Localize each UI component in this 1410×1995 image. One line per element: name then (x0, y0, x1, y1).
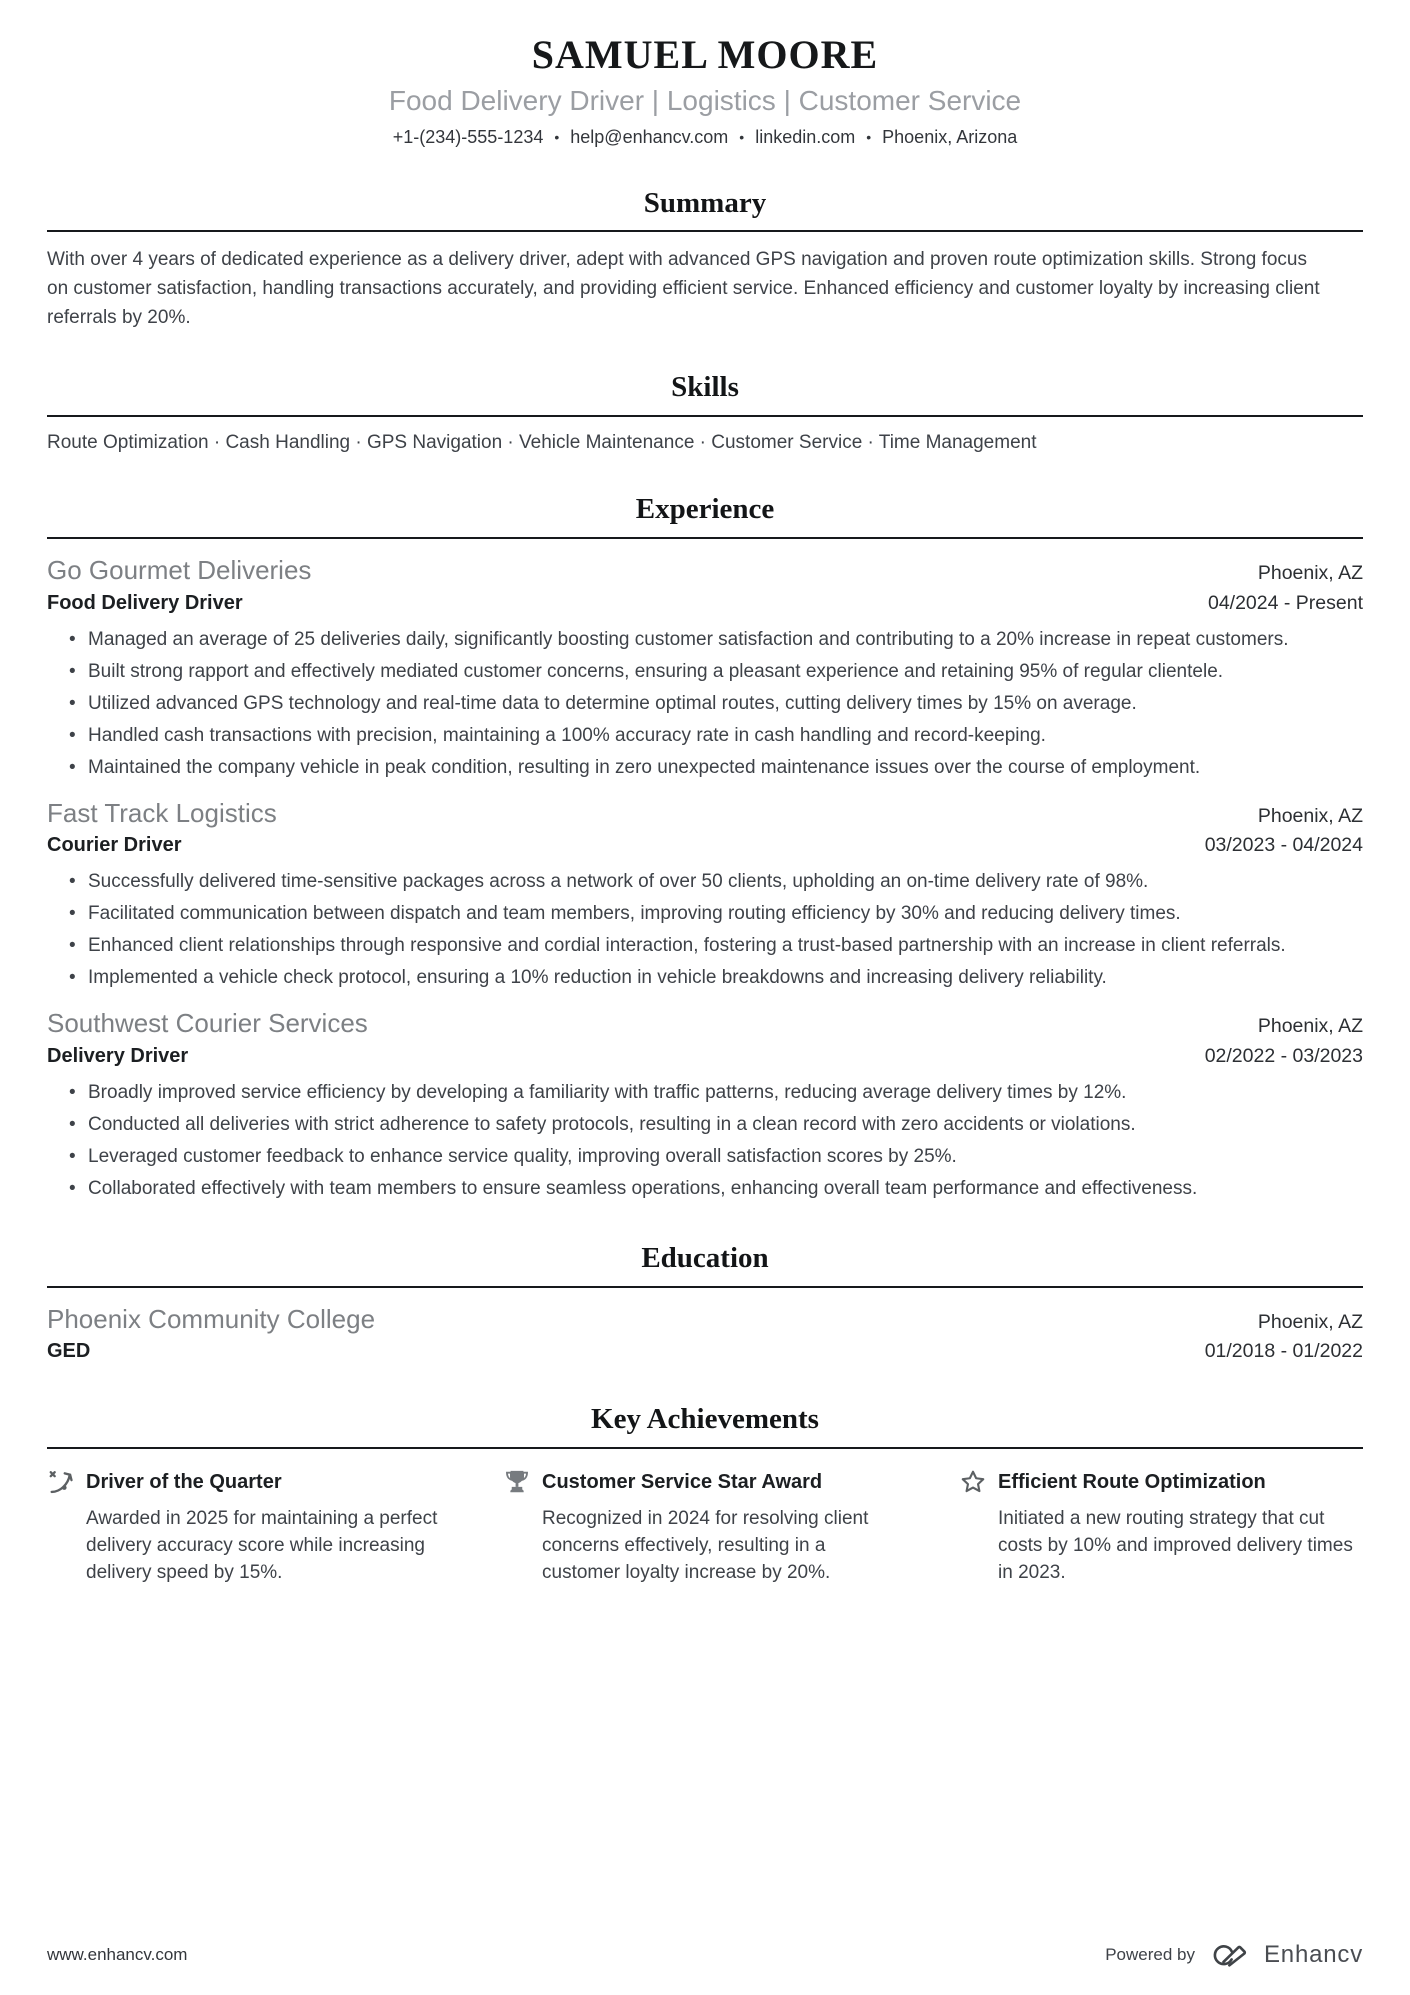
bullet-item: • Maintained the company vehicle in peak condition, resulting in zero unexpected maintenance issues over the course of employment. (88, 753, 1350, 782)
section-divider (47, 537, 1363, 539)
bullet-item: • Broadly improved service efficiency by developing a familiarity with traffic patterns, reducing average delivery times by 12%. (88, 1078, 1350, 1107)
job-bullets (47, 625, 1363, 782)
school-location: Phoenix, AZ (1257, 1310, 1363, 1333)
section-divider (47, 1286, 1363, 1288)
education-dates: 01/2018 - 01/2022 (1204, 1340, 1363, 1363)
contact-website: linkedin.com (755, 126, 856, 147)
contact-location: Phoenix, Arizona (882, 126, 1018, 147)
job-dates: 02/2022 - 03/2023 (1204, 1044, 1363, 1067)
section-experience (47, 494, 1363, 1202)
section-divider (47, 415, 1363, 417)
contact-phone: +1-(234)-555-1234 (392, 126, 544, 147)
summary-title: Summary (643, 186, 767, 219)
achievement-card (503, 1467, 907, 1586)
powered-by-label: Powered by (1105, 1945, 1195, 1964)
achievements-grid (47, 1467, 1363, 1586)
school-name: Phoenix Community College (47, 1303, 376, 1334)
bullet-item: • Enhanced client relationships through responsive and cordial interaction, fostering a trust-based partnership with an increase in client referrals. (88, 931, 1350, 960)
achievement-title: Customer Service Star Award (542, 1471, 823, 1494)
achievements-title: Key Achievements (591, 1403, 819, 1436)
brand-name: Enhancv (1264, 1941, 1363, 1968)
bullet-item: • Implemented a vehicle check protocol, ensuring a 10% reduction in vehicle breakdowns and increasing delivery reliability. (88, 963, 1350, 992)
job-title: Delivery Driver (47, 1044, 189, 1067)
section-skills (47, 372, 1363, 454)
achievement-title: Driver of the Quarter (86, 1471, 282, 1494)
achievement-text: Awarded in 2025 for maintaining a perfect delivery accuracy score while increasing delivery speed by 15%. (86, 1508, 438, 1584)
bullet-item: • Successfully delivered time-sensitive packages across a network of over 50 clients, upholding an on-time delivery rate of 98%. (88, 867, 1350, 896)
candidate-name: SAMUEL MOORE (531, 32, 879, 77)
experience-entry (47, 554, 1363, 782)
section-summary (47, 188, 1363, 333)
job-location: Phoenix, AZ (1257, 1015, 1363, 1038)
company-name: Southwest Courier Services (47, 1008, 368, 1039)
route-strategy-icon (47, 1468, 75, 1496)
section-divider (47, 230, 1363, 232)
experience-title: Experience (635, 493, 775, 526)
degree-name: GED (47, 1340, 91, 1363)
bullet-item: • Utilized advanced GPS technology and real-time data to determine optimal routes, cutting delivery times by 15% on average. (88, 689, 1350, 718)
skills-title: Skills (671, 371, 739, 404)
company-name: Fast Track Logistics (47, 797, 277, 828)
achievement-title: Efficient Route Optimization (998, 1471, 1266, 1494)
contact-email: help@enhancv.com (570, 126, 729, 147)
job-dates: 03/2023 - 04/2024 (1204, 834, 1363, 857)
bullet-item: • Collaborated effectively with team members to ensure seamless operations, enhancing overall team performance and effectiveness. (88, 1174, 1350, 1203)
education-entry (47, 1303, 1363, 1365)
job-location: Phoenix, AZ (1257, 562, 1363, 585)
experience-entry (47, 797, 1363, 993)
skills-list: Route Optimization · Cash Handling · GPS Navigation · Vehicle Maintenance · Customer Service · Time Management (47, 432, 1037, 454)
achievement-card (47, 1467, 451, 1586)
section-divider (47, 1447, 1363, 1449)
bullet-item: • Facilitated communication between dispatch and team members, improving routing efficiency by 30% and reducing delivery times. (88, 899, 1350, 928)
enhancv-logo-icon (1209, 1942, 1255, 1969)
bullet-item: • Built strong rapport and effectively mediated customer concerns, ensuring a pleasant experience and retaining 95% of regular clientele. (88, 657, 1350, 686)
job-bullets (47, 867, 1363, 992)
contact-separator: • (554, 128, 560, 145)
summary-text: With over 4 years of dedicated experience as a delivery driver, adept with advanced GPS navigation and proven route optimization skills. Strong focus on customer satisfaction, handling transactions accurately, and providing efficient service. Enhanced efficiency and customer loyalty by increasing client referrals by 20%. (47, 249, 1320, 329)
job-title: Courier Driver (47, 834, 182, 857)
contact-line (47, 127, 1363, 148)
candidate-headline: Food Delivery Driver | Logistics | Customer Service (388, 85, 1022, 116)
section-education (47, 1243, 1363, 1364)
contact-separator: • (739, 128, 745, 145)
footer-site-url: www.enhancv.com (47, 1945, 188, 1964)
star-icon (959, 1468, 987, 1496)
job-title: Food Delivery Driver (47, 591, 243, 614)
trophy-icon (503, 1468, 531, 1496)
education-title: Education (641, 1241, 769, 1274)
job-bullets (47, 1078, 1363, 1203)
bullet-item: • Conducted all deliveries with strict adherence to safety protocols, resulting in a clean record with zero accidents or violations. (88, 1110, 1350, 1139)
page-footer (47, 1941, 1363, 1969)
contact-separator: • (866, 128, 872, 145)
job-dates: 04/2024 - Present (1207, 591, 1363, 614)
company-name: Go Gourmet Deliveries (47, 555, 312, 586)
bullet-item: • Leveraged customer feedback to enhance service quality, improving overall satisfaction scores by 25%. (88, 1142, 1350, 1171)
section-achievements (47, 1404, 1363, 1586)
achievement-card (959, 1467, 1363, 1586)
bullet-item: • Handled cash transactions with precision, maintaining a 100% accuracy rate in cash handling and record-keeping. (88, 721, 1350, 750)
brand-lockup (1209, 1941, 1363, 1969)
experience-entry (47, 1007, 1363, 1203)
achievement-text: Recognized in 2024 for resolving client concerns effectively, resulting in a customer loyalty increase by 20%. (542, 1508, 869, 1584)
achievement-text: Initiated a new routing strategy that cut costs by 10% and improved delivery times in 2023. (998, 1508, 1353, 1584)
resume-header (47, 34, 1363, 148)
job-location: Phoenix, AZ (1257, 804, 1363, 827)
bullet-item: • Managed an average of 25 deliveries daily, significantly boosting customer satisfaction and contributing to a 20% increase in repeat customers. (88, 625, 1350, 654)
